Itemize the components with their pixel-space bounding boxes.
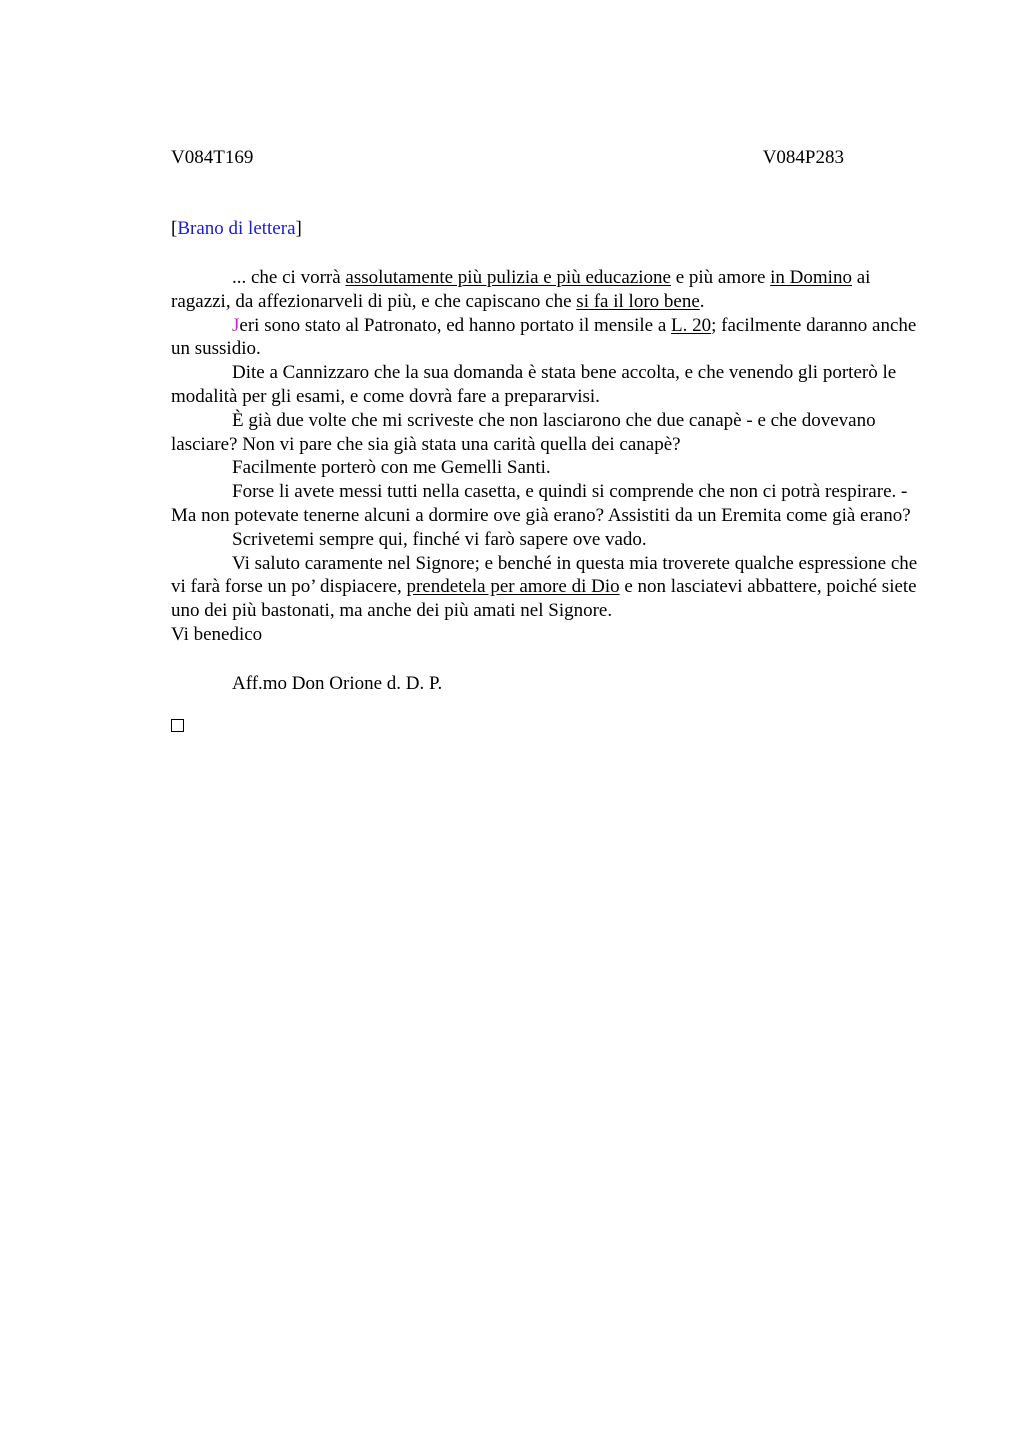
text-run: Vi saluto caramente nel Signore; e benché in questa mia troverete qualche espressione che vi farà forse un po’ dispiacere, <box>171 552 918 598</box>
paragraph-3: Dite a Cannizzaro che la sua domanda è stata bene accolta, e che venendo gli porterò le modalità per gli esami, e come dovrà fare a prepararvisi. <box>171 362 897 407</box>
text-run: e più amore <box>670 267 771 288</box>
text-run: ... che ci vorrà <box>232 267 346 288</box>
underlined-text: prendetela per amore di Dio <box>406 576 620 598</box>
paragraph-4: È già due volte che mi scriveste che non lasciarono che due canapè - e che dovevano lasciare? Non vi pare che sia già stata una carità quella dei canapè? <box>171 409 876 455</box>
section-title <box>171 216 927 242</box>
document-code-right: V084P283 <box>762 147 844 168</box>
underlined-text: si fa il loro bene <box>576 290 700 312</box>
underlined-text: in Domino <box>770 267 852 288</box>
closing-line: Vi benedico <box>171 623 263 645</box>
letter-body <box>171 266 927 647</box>
underlined-text: L. 20 <box>671 314 712 336</box>
paragraph-1 <box>171 266 927 314</box>
title-open-bracket: [ <box>171 218 178 239</box>
text-run: ai ragazzi, da affezionarveli di più, e che capiscano che <box>171 267 871 312</box>
underlined-text: assolutamente più pulizia e più educazione <box>345 267 671 288</box>
highlighted-initial: J <box>232 314 240 336</box>
title-text: Brano di lettera <box>177 218 296 239</box>
paragraph-2 <box>171 314 927 362</box>
paragraph-5: Facilmente porterò con me Gemelli Santi. <box>232 457 551 479</box>
paragraph-7: Scrivetemi sempre qui, finché vi farò sapere ove vado. <box>232 528 647 550</box>
paragraph-6: Forse li avete messi tutti nella casetta, e quindi si comprende che non ci potrà respirare. - Ma non potevate tenerne alcuni a dormire ove già erano? Assistiti da un Eremita come già erano? <box>171 481 911 526</box>
text-run: e non lasciatevi abbattere, poiché siete uno dei più bastonati, ma anche dei più amati nel Signore. <box>171 576 917 622</box>
document-code-left: V084T169 <box>171 147 254 168</box>
signature: Aff.mo Don Orione d. D. P. <box>232 672 443 694</box>
paragraph-8 <box>171 552 927 623</box>
document-page <box>171 145 927 732</box>
document-header <box>171 145 927 171</box>
text-run: ; facilmente daranno anche un sussidio. <box>171 314 917 360</box>
end-square-icon <box>171 719 184 732</box>
text-run: . <box>699 290 705 312</box>
text-run: eri sono stato al Patronato, ed hanno portato il mensile a <box>239 314 672 336</box>
title-close-bracket: ] <box>295 218 302 239</box>
